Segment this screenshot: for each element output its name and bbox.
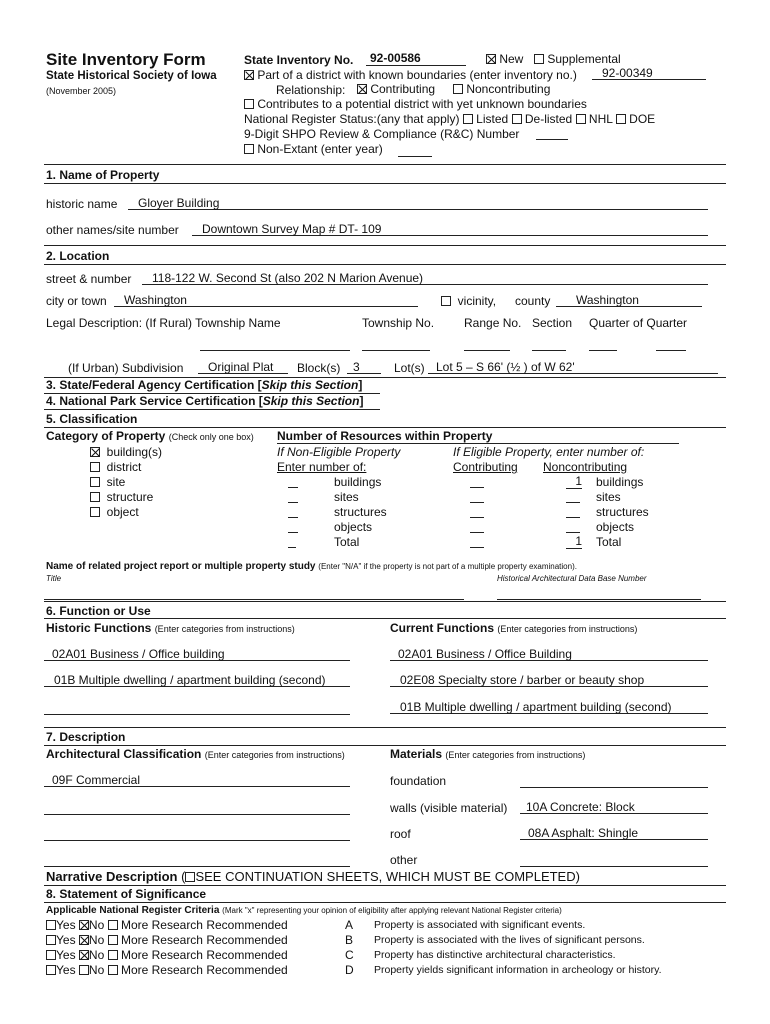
county-label: county <box>515 294 551 308</box>
potential-checkbox[interactable] <box>244 99 254 109</box>
resource-buildings-label-2: buildings <box>596 475 644 489</box>
resource-sites-label: sites <box>334 490 359 504</box>
noncontributing-col-label: Noncontributing <box>543 460 628 474</box>
criterion-b-more-checkbox[interactable] <box>108 935 118 945</box>
criterion-c-row: Yes No More Research Recommended <box>46 948 288 962</box>
narrative-description: Narrative Description ( SEE CONTINUATION SHEETS, WHICH MUST BE COMPLETED) <box>46 869 580 884</box>
contributing-option[interactable] <box>357 82 435 96</box>
site-checkbox[interactable] <box>90 477 100 487</box>
related-title-field[interactable] <box>44 599 464 600</box>
divider <box>44 727 726 728</box>
divider <box>44 183 726 184</box>
contributing-col-label: Contributing <box>453 460 518 474</box>
urban-subdivision-label: (If Urban) Subdivision <box>68 361 184 375</box>
criteria-heading: Applicable National Register Criteria (Mark "x" representing your opinion of eligibility after applying relevant National Register criteria) <box>46 905 562 916</box>
foundation-field[interactable] <box>520 773 708 788</box>
eligible-contrib-structures-field[interactable] <box>470 517 484 518</box>
vicinity-label: vicinity, <box>457 294 497 308</box>
resources-heading: Number of Resources within Property <box>277 429 493 443</box>
criterion-b-yes-checkbox[interactable] <box>46 935 56 945</box>
criterion-d-more-checkbox[interactable] <box>108 965 118 975</box>
category-building[interactable]: building(s) <box>90 445 162 459</box>
shpo-field[interactable] <box>536 125 568 140</box>
continuation-sheets-checkbox[interactable] <box>185 872 195 882</box>
section-field[interactable] <box>532 350 566 351</box>
arch-classification-3[interactable] <box>44 826 350 841</box>
nonextant-option[interactable] <box>244 142 383 156</box>
quarter-label: Quarter of Quarter <box>589 316 688 330</box>
resource-structures-label-2: structures <box>596 505 649 519</box>
nonextant-label: Non-Extant (enter year) <box>257 142 383 156</box>
divider <box>44 409 380 410</box>
county-field[interactable]: Washington <box>556 293 702 307</box>
criterion-a-letter: A <box>345 918 354 932</box>
township-no-field[interactable] <box>362 350 430 351</box>
noneligible-label: If Non-Eligible Property <box>277 445 401 459</box>
eligible-noncontrib-sites-field[interactable] <box>566 502 580 503</box>
hadb-number-field[interactable] <box>497 599 701 600</box>
section-5-heading: 5. Classification <box>46 412 138 426</box>
quarter-field[interactable] <box>589 350 617 351</box>
resource-objects-label: objects <box>334 520 373 534</box>
agency-name: State Historical Society of Iowa <box>46 70 217 82</box>
noneligible-buildings-field[interactable] <box>288 487 298 488</box>
noneligible-total-field[interactable] <box>288 547 296 548</box>
divider <box>277 443 679 444</box>
noneligible-sites-field[interactable] <box>288 502 298 503</box>
roof-label: roof <box>390 827 411 841</box>
blocks-label: Block(s) <box>297 361 341 375</box>
new-label: New <box>499 52 524 66</box>
criterion-a-yes-checkbox[interactable] <box>46 920 56 930</box>
resource-buildings-label: buildings <box>334 475 382 489</box>
arch-classification-2[interactable] <box>44 800 350 815</box>
district-category-checkbox[interactable] <box>90 462 100 472</box>
eligible-contrib-total-field[interactable] <box>470 547 484 548</box>
criterion-a-text: Property is associated with significant events. <box>374 919 586 931</box>
supplemental-checkbox[interactable] <box>534 54 544 64</box>
criterion-c-text: Property has distinctive architectural characteristics. <box>374 949 616 961</box>
current-function-2[interactable]: 02E08 Specialty store / barber or beauty shop <box>390 673 708 687</box>
arch-classification-1[interactable]: 09F Commercial <box>44 773 350 787</box>
potential-label: Contributes to a potential district with yet unknown boundaries <box>257 97 587 111</box>
title-label: Title <box>46 574 62 583</box>
doe-label: DOE <box>629 112 656 126</box>
narrative-note: SEE CONTINUATION SHEETS, WHICH MUST BE COMPLETED) <box>195 869 580 884</box>
current-function-1[interactable]: 02A01 Business / Office Building <box>390 647 708 661</box>
vicinity-option[interactable] <box>441 294 496 308</box>
category-object[interactable]: object <box>90 505 139 519</box>
range-no-field[interactable] <box>464 350 510 351</box>
divider <box>44 245 726 246</box>
criterion-d-yes-checkbox[interactable] <box>46 965 56 975</box>
delisted-checkbox[interactable] <box>512 114 522 124</box>
divider <box>44 164 726 165</box>
nr-status-row <box>244 112 655 126</box>
eligible-noncontrib-structures-field[interactable] <box>566 517 580 518</box>
category-site[interactable]: site <box>90 475 125 489</box>
other-material-field[interactable] <box>520 852 708 867</box>
criterion-d-letter: D <box>345 963 354 977</box>
criterion-c-letter: C <box>345 948 354 962</box>
divider <box>44 885 726 886</box>
eligible-label: If Eligible Property, enter number of: <box>453 445 645 459</box>
township-name-field[interactable] <box>200 350 350 351</box>
district-option[interactable] <box>244 68 577 82</box>
roof-field[interactable]: 08A Asphalt: Shingle <box>520 826 708 840</box>
potential-district-option[interactable] <box>244 97 587 111</box>
inventory-number[interactable]: 92-00586 <box>366 51 466 66</box>
criterion-a-more-checkbox[interactable] <box>108 920 118 930</box>
category-district[interactable]: district <box>90 460 141 474</box>
district-checkbox[interactable] <box>244 70 254 80</box>
section-6-heading: 6. Function or Use <box>46 604 151 618</box>
divider <box>44 902 726 903</box>
historic-function-2[interactable]: 01B Multiple dwelling / apartment building (second) <box>44 673 350 687</box>
supplemental-option[interactable] <box>534 52 621 66</box>
eligible-contrib-sites-field[interactable] <box>470 502 484 503</box>
eligible-noncontrib-buildings-field[interactable]: 1 <box>566 474 582 489</box>
subdivision-field[interactable]: Original Plat <box>198 360 288 374</box>
nr-status-label: National Register Status:(any that apply) <box>244 112 460 126</box>
nonextant-checkbox[interactable] <box>244 144 254 154</box>
criterion-d-no-checkbox[interactable] <box>79 965 89 975</box>
doe-checkbox[interactable] <box>616 114 626 124</box>
structure-checkbox[interactable] <box>90 492 100 502</box>
hadb-label: Historical Architectural Data Base Number <box>497 574 647 583</box>
section-3-heading: 3. State/Federal Agency Certification [Skip this Section] <box>46 378 363 392</box>
eligible-contrib-buildings-field[interactable] <box>470 487 484 488</box>
street-label: street & number <box>46 272 132 286</box>
other-material-label: other <box>390 853 418 867</box>
noncontributing-label: Noncontributing <box>466 82 551 96</box>
divider <box>44 618 726 619</box>
criterion-c-yes-checkbox[interactable] <box>46 950 56 960</box>
noneligible-structures-field[interactable] <box>288 517 298 518</box>
noncontributing-checkbox[interactable] <box>453 84 463 94</box>
new-option[interactable] <box>486 52 523 66</box>
category-structure[interactable]: structure <box>90 490 153 504</box>
criterion-a-no-checkbox[interactable] <box>79 920 89 930</box>
criterion-d-row: Yes No More Research Recommended <box>46 963 288 977</box>
materials-heading: Materials (Enter categories from instructions) <box>390 747 586 761</box>
eligible-contrib-objects-field[interactable] <box>470 532 484 533</box>
supplemental-label: Supplemental <box>547 52 621 66</box>
historic-name-field[interactable]: Gloyer Building <box>128 196 708 210</box>
resource-structures-label: structures <box>334 505 387 519</box>
other-names-field[interactable]: Downtown Survey Map # DT- 109 <box>192 222 708 236</box>
delisted-label: De-listed <box>524 112 573 126</box>
divider <box>44 601 726 602</box>
walls-field[interactable]: 10A Concrete: Block <box>520 800 708 814</box>
street-field[interactable]: 118-122 W. Second St (also 202 N Marion Avenue) <box>142 271 708 285</box>
divider <box>44 264 726 265</box>
foundation-label: foundation <box>390 774 447 788</box>
noncontributing-option[interactable] <box>453 82 550 96</box>
contributing-label: Contributing <box>370 82 436 96</box>
section-7-heading: 7. Description <box>46 730 126 744</box>
form-title: Site Inventory Form <box>46 50 206 69</box>
city-field[interactable]: Washington <box>114 293 418 307</box>
related-study-label: Name of related project report or multiple property study (Enter "N/A" if the property is not part of a multiple property examination). <box>46 561 577 572</box>
city-label: city or town <box>46 294 107 308</box>
district-number[interactable]: 92-00349 <box>592 66 706 80</box>
object-checkbox[interactable] <box>90 507 100 517</box>
current-functions-heading: Current Functions (Enter categories from instructions) <box>390 621 638 635</box>
nhl-label: NHL <box>588 112 613 126</box>
lots-field[interactable]: Lot 5 – S 66' (½ ) of W 62' <box>428 360 718 374</box>
section-8-heading: 8. Statement of Significance <box>46 887 207 901</box>
noneligible-objects-field[interactable] <box>288 532 298 533</box>
nonextant-year-field[interactable] <box>398 142 432 157</box>
criterion-c-more-checkbox[interactable] <box>108 950 118 960</box>
divider <box>44 427 726 428</box>
listed-checkbox[interactable] <box>463 114 473 124</box>
eligible-noncontrib-objects-field[interactable] <box>566 532 580 533</box>
building-checkbox[interactable] <box>90 447 100 457</box>
criterion-d-text: Property yields significant information in archeology or history. <box>374 964 662 976</box>
blocks-field[interactable]: 3 <box>347 360 381 374</box>
historic-name-label: historic name <box>46 197 118 211</box>
eligible-noncontrib-total-field[interactable]: 1 <box>566 534 582 549</box>
criterion-c-no-checkbox[interactable] <box>79 950 89 960</box>
resource-sites-label-2: sites <box>596 490 621 504</box>
resource-objects-label-2: objects <box>596 520 635 534</box>
historic-function-1[interactable]: 02A01 Business / Office building <box>44 647 350 661</box>
section-1-heading: 1. Name of Property <box>46 168 160 182</box>
legal-description-label: Legal Description: (If Rural) Township Name <box>46 316 281 330</box>
enter-number-label: Enter number of: <box>277 460 367 474</box>
district-label: Part of a district with known boundaries (enter inventory no.) <box>257 68 577 82</box>
section-2-heading: 2. Location <box>46 249 110 263</box>
range-no-label: Range No. <box>464 316 522 330</box>
category-heading: Category of Property (Check only one box) <box>46 429 254 443</box>
section-label: Section <box>532 316 573 330</box>
relationship-label: Relationship: <box>276 83 346 97</box>
vicinity-checkbox[interactable] <box>441 296 451 306</box>
resource-total-label: Total <box>334 535 360 549</box>
arch-classification-4[interactable] <box>44 852 350 867</box>
walls-label: walls (visible material) <box>390 801 508 815</box>
historic-function-3[interactable] <box>44 700 350 715</box>
township-no-label: Township No. <box>362 316 435 330</box>
arch-classification-heading: Architectural Classification (Enter categories from instructions) <box>46 747 345 761</box>
criterion-b-row: Yes No More Research Recommended <box>46 933 288 947</box>
nhl-checkbox[interactable] <box>576 114 586 124</box>
form-date: (November 2005) <box>46 86 117 96</box>
historic-functions-heading: Historic Functions (Enter categories from instructions) <box>46 621 295 635</box>
other-names-label: other names/site number <box>46 223 179 237</box>
narrative-label: Narrative Description <box>46 869 178 884</box>
lots-label: Lot(s) <box>394 361 425 375</box>
criterion-b-letter: B <box>345 933 354 947</box>
criterion-a-row: Yes No More Research Recommended <box>46 918 288 932</box>
section-4-heading: 4. National Park Service Certification [Skip this Section] <box>46 394 364 408</box>
criterion-b-text: Property is associated with the lives of significant persons. <box>374 934 645 946</box>
listed-label: Listed <box>476 112 509 126</box>
new-checkbox[interactable] <box>486 54 496 64</box>
current-function-3[interactable]: 01B Multiple dwelling / apartment building (second) <box>390 700 708 714</box>
resource-total-label-2: Total <box>596 535 622 549</box>
of-quarter-field[interactable] <box>656 350 686 351</box>
shpo-label: 9-Digit SHPO Review & Compliance (R&C) Number <box>244 127 520 141</box>
divider <box>44 745 726 746</box>
criterion-b-no-checkbox[interactable] <box>79 935 89 945</box>
contributing-checkbox[interactable] <box>357 84 367 94</box>
inventory-label: State Inventory No. <box>244 53 354 67</box>
